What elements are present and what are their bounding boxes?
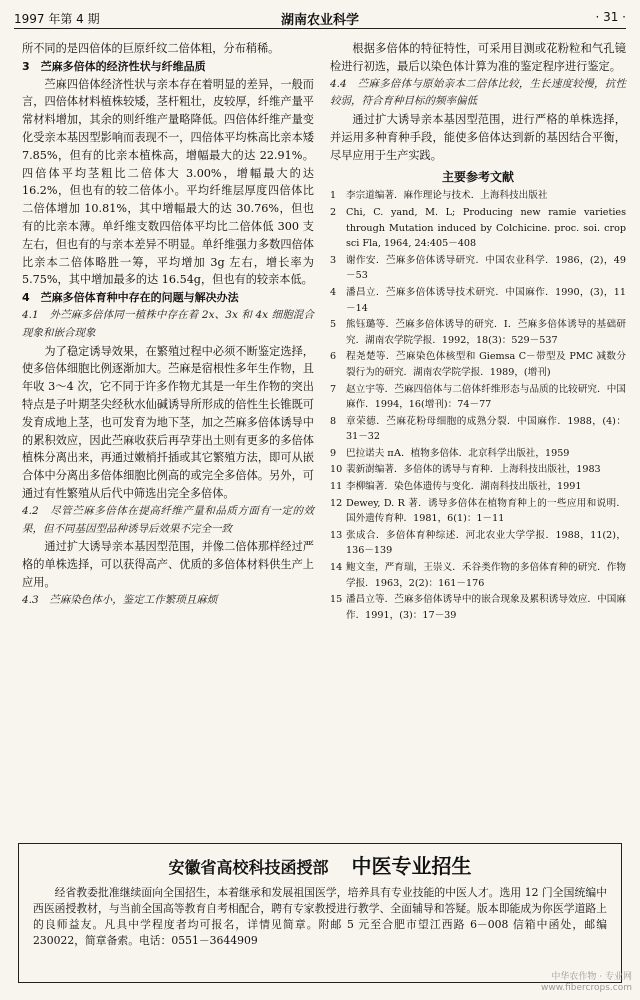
reference-number: 12 <box>330 497 343 509</box>
reference-text: 谢作安．苎麻多倍体诱导研究．中国农业科学．1986，(2)，49－53 <box>346 254 626 282</box>
ad-title: 中医专业招生 <box>351 854 472 878</box>
reference-text: 鲍文奎，严育瑞，王崇义．禾谷类作物的多倍体育种的研究．作物学报．1963，2(2)：161－176 <box>346 562 626 589</box>
reference-number: 1 <box>330 190 337 202</box>
running-header <box>14 8 626 29</box>
reference-number: 14 <box>330 562 343 574</box>
ad-organization: 安徽省高校科技函授部 <box>168 858 329 877</box>
reference-text: Dewey, D. R 著．诱导多倍体在植物育种上的一些应用和说明．国外遗传育种．1981，6(1)：1－11 <box>346 497 626 525</box>
reference-number: 3 <box>330 254 337 266</box>
reference-number: 8 <box>330 415 337 427</box>
reference-item <box>330 349 626 380</box>
reference-text: 熊钰璐等．苎麻多倍体诱导的研究．Ⅰ．苎麻多倍体诱导的基础研究．湖南农学院学报．1992，18(3)：529－537 <box>346 319 626 346</box>
issue-label: 1997 年第 4 期 <box>14 12 100 26</box>
reference-text: 潘昌立等．苎麻多倍体诱导中的嵌合现象及累积诱导效应．中国麻作．1991，(3)：17－39 <box>346 594 626 621</box>
reference-text: 程尧楚等．苎麻染色体核型和 Giemsa C－带型及 PMC 减数分裂行为的研究．湖南农学院学报．1989，(增刊) <box>346 351 626 378</box>
reference-text: 李宗道编著．麻作理论与技术．上海科技出版社 <box>346 190 548 202</box>
paragraph: 苎麻四倍体经济性状与亲本存在着明显的差异，一般而言，四倍体材料植株较矮，茎杆粗壮，皮较厚，纤维产量平常材料增加，其余的则纤维产量略降低。四倍体纤维产量变化受亲本基因型影响而表现不一，四倍体平均株高比亲本矮 7.85%，但有的比亲本植株高，增幅最大的达 22.91%。四倍体平均茎粗比二倍体大 3.00%，增幅最大的达 16.2%，但也有的较二倍体小。平均纤维层厚度四倍体比二倍体增加 10.81%，其中增幅最大的达 30.76%，但也有的比亲本薄。单纤维支数四倍体平均比二倍体低 300 支左右，但也有的与亲本差异不明显。单纤维强力多数四倍体比亲本二倍体略胜一筹，平均增加 3g 左右，增长率为 5.75%，其中增加最多的达 16.54g，但也有的较亲本低。 <box>22 77 314 287</box>
section-heading-4: 4 苎麻多倍体育种中存在的问题与解决办法 <box>22 291 239 305</box>
right-column <box>330 40 626 624</box>
reference-number: 6 <box>330 351 337 363</box>
reference-number: 2 <box>330 206 337 218</box>
subsection-heading-4-3: 4.3 苎麻染色体小，鉴定工作繁琐且麻烦 <box>22 593 218 606</box>
watermark-line: 中华农作物 · 专业网 <box>551 972 632 982</box>
reference-item <box>330 496 626 527</box>
references-list <box>330 188 626 623</box>
reference-text: 章荣德．苎麻花粉母细胞的成熟分裂．中国麻作．1988，(4)：31－32 <box>346 415 626 443</box>
reference-number: 4 <box>330 286 337 298</box>
reference-item <box>330 382 626 413</box>
reference-number: 11 <box>330 481 343 493</box>
subsection-heading-4-1: 4.1 外苎麻多倍体同一植株中存在着 2x、3x 和 4x 细胞混合现象和嵌合现象 <box>22 308 314 339</box>
reference-item <box>330 446 626 462</box>
reference-text: 巴拉诺夫 пА．植物多倍体．北京科学出版社，1959 <box>346 447 570 459</box>
reference-number: 5 <box>330 319 337 331</box>
subsection-heading-4-4: 4.4 苎麻多倍体与原始亲本二倍体比较，生长速度较慢，抗性较弱，符合育种目标的频率偏低 <box>330 77 626 108</box>
paragraph: 所不同的是四倍体的巨原纤纹二倍体粗，分布稍稀。 <box>22 42 280 55</box>
reference-item <box>330 560 626 591</box>
reference-item <box>330 479 626 495</box>
reference-item <box>330 462 626 478</box>
reference-text: Chi, C. yand, M. L; Producing new ramie varieties through Mutation induced by Colchicine. proc. soi. crop sci Fla, 1964, 24:405－408 <box>346 206 626 250</box>
reference-number: 9 <box>330 447 337 459</box>
reference-text: 张成合．多倍体育种综述．河北农业大学学报．1988，11(2)，136－139 <box>346 529 626 557</box>
reference-number: 10 <box>330 464 343 476</box>
reference-item <box>330 317 626 348</box>
reference-text: 赵立宇等．苎麻四倍体与二倍体纤维形态与品质的比较研究．中国麻作．1994，16(增刊)：74－77 <box>346 383 626 411</box>
reference-number: 15 <box>330 594 343 606</box>
paragraph: 根据多倍体的特征特性，可采用目测或花粉粒和气孔镜检进行初选，最后以染色体计算为准的鉴定程序进行鉴定。 <box>330 42 626 73</box>
paragraph: 通过扩大诱导亲本基因型范围，并像二倍体那样经过严格的单株选择，可以获得高产、优质的多倍体材料供生产上应用。 <box>22 540 314 589</box>
paragraph: 为了稳定诱导效果，在繁殖过程中必须不断鉴定选择，使多倍体细胞比例逐渐加大。苎麻是宿根性多年生作物，且年收 3～4 次，它不同于许多作物尤其是一年生作物的突出特点是子叶期茎尖经秋水仙碱诱导所形成的倍性生长锥既可发育成地上茎，也可发育为地下茎，加之苎麻多倍体诱导中的累积效应，因此苎麻收获后再孕芽出土则有更多的多倍体植株分离出来，再通过嫩梢扦插或其它繁殖方法，即可从嵌合体中分离出多倍体细胞比例高的或完全多倍体。另外，可通过有性繁殖从后代中筛选出完全多倍体。 <box>22 344 314 500</box>
reference-item <box>330 285 626 316</box>
reference-item <box>330 592 626 623</box>
reference-item <box>330 188 626 204</box>
journal-title: 湖南农业科学 <box>280 13 359 28</box>
reference-item <box>330 414 626 445</box>
reference-text: 裴新澍编著．多倍体的诱导与育种．上海科技出版社，1983 <box>346 464 601 476</box>
reference-text: 潘昌立．苎麻多倍体诱导技术研究．中国麻作．1990，(3)，11－14 <box>346 286 626 314</box>
subsection-heading-4-2: 4.2 尽管苎麻多倍体在提高纤维产量和品质方面有一定的效果，但不同基因型品种诱导后效果不完全一致 <box>22 504 314 535</box>
ad-body: 经省教委批准继续面向全国招生，本着继承和发展祖国医学，培养具有专业技能的中医人才。选用 12 门全国统编中西医函授教材，与当前全国高等教育自考相配合，聘有专家教授进行教学、全面辅导和答疑。版本即能成为你医学道路上的良师益友。凡具中学程度者均可报名，详情见简章。附邮 5 元至合肥市望江西路 6－008 信箱中函处，邮编 230022，简章备索。电话：0551－3644909 <box>33 886 607 947</box>
reference-text: 李柳编著．染色体遗传与变化．湖南科技出版社，1991 <box>346 481 582 493</box>
page-number: · 31 · <box>595 10 626 24</box>
reference-number: 7 <box>330 383 337 395</box>
section-heading-3: 3 苎麻多倍体的经济性状与纤维品质 <box>22 59 206 73</box>
reference-item <box>330 253 626 284</box>
reference-item <box>330 205 626 252</box>
watermark <box>541 972 632 994</box>
paragraph: 通过扩大诱导亲本基因型范围，进行严格的单株选择，并运用多种育种手段，能使多倍体达到新的基因结合平衡，尽早应用于生产实践。 <box>330 113 626 162</box>
advertisement-box <box>18 843 622 983</box>
watermark-url: www.fibercrops.com <box>541 983 632 993</box>
left-column <box>22 40 314 610</box>
references-heading: 主要参考文献 <box>441 169 514 184</box>
reference-item <box>330 528 626 559</box>
reference-number: 13 <box>330 529 343 541</box>
ad-header <box>33 850 607 879</box>
